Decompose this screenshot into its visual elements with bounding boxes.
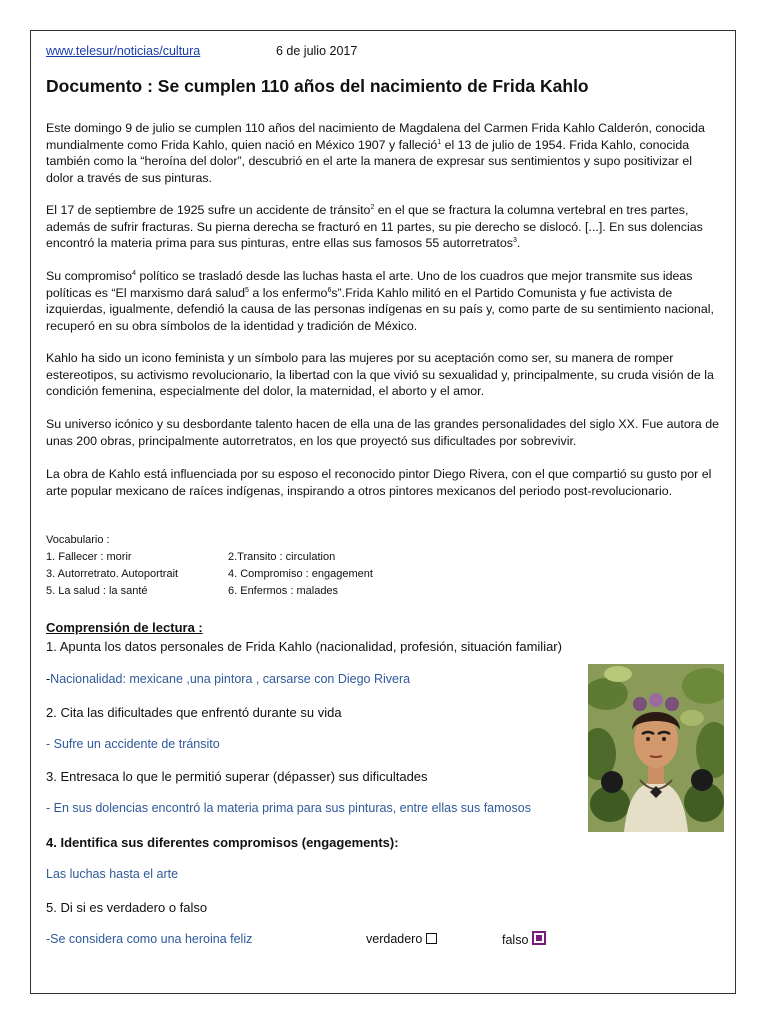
vocab-row: 1. Fallecer : morir 2.Transito : circulation [46, 551, 336, 563]
paragraph-6: La obra de Kahlo está influenciada por su esposo el reconocido pintor Diego Rivera, con el que compartió su gusto por el arte popular mexicano de raíces indígenas, inspirando a otros pintores mexicanos del periodo post-revolucionario. [46, 467, 712, 498]
answer-1[interactable]: -Nacionalidad: mexicane ,una pintora , carsarse con Diego Rivera [46, 672, 411, 686]
question-3: 3. Entresaca lo que le permitió superar (dépasser) sus dificultades [46, 769, 428, 784]
vocabulary-title: Vocabulario : [46, 534, 110, 546]
document-header [46, 44, 358, 58]
paragraph-3: Su compromiso$^4$ político se trasladó desde las luchas hasta el arte. Uno de los cuadros que mejor transmite sus ideas políticas es “El marxismo dará salud$^5$ a los enfermo$^6$s”.Frida Kahlo militó en el Partido Comunista y fue activista de izquierdas, igualmente, defendió la causa de las personas indígenas en su país y, como parte de su sentimiento nacional, recuperó en su obra símbolos de la identidad y tradición de México. [46, 269, 714, 333]
question-5: 5. Di si es verdadero o falso [46, 900, 208, 915]
paragraph-5: Su universo icónico y su desbordante talento hacen de ella una de las grandes personalidades del siglo XX. Fue autora de unas 200 obras, principalmente autorretratos, en los que proyectó sus dificultades por sobrevivir. [46, 417, 719, 448]
checkbox-verdadero[interactable] [426, 933, 437, 944]
question-4: 4. Identifica sus diferentes compromisos (engagements): [46, 835, 399, 850]
frida-kahlo-portrait-image [588, 664, 724, 832]
document-date: 6 de julio 2017 [276, 44, 358, 58]
answer-5: -Se considera como una heroina feliz [46, 932, 253, 946]
vocabulary-list [46, 532, 446, 600]
answer-3[interactable]: - En sus dolencias encontró la materia prima para sus pinturas, entre ellas sus famosos [46, 801, 531, 815]
paragraph-2: El 17 de septiembre de 1925 sufre un accidente de tránsito$^2$ en el que se fractura la columna vertebral en tres partes, además de sufrir fracturas. Su pierna derecha se fracturó en 11 partes, su pie derecho se dislocó. [...]. En sus dolencias encontró la materia prima para sus pinturas, entre ellas sus famosos 55 autorretratos$^3$. [46, 203, 703, 251]
option-verdadero[interactable]: verdadero [366, 932, 437, 946]
vocab-row: 5. La salud : la santé 6. Enfermos : malades [46, 585, 339, 597]
vocab-row: 3. Autorretrato. Autoportrait 4. Compromiso : engagement [46, 568, 373, 580]
option-falso[interactable]: falso [502, 931, 546, 947]
answer-2[interactable]: - Sufre un accidente de tránsito [46, 737, 220, 751]
comprehension-title: Comprensión de lectura : [46, 620, 203, 635]
document-title: Documento : Se cumplen 110 años del nacimiento de Frida Kahlo [46, 76, 589, 96]
question-2: 2. Cita las dificultades que enfrentó durante su vida [46, 705, 342, 720]
paragraph-4: Kahlo ha sido un icono feminista y un símbolo para las mujeres por su aceptación como ser, su manera de romper estereotipos, su activismo revolucionario, la libertad con la que vivió su sexualidad y, principalmente, su cruda visión de la condición femenina, especialmente del dolor, la maternidad, el aborto y el amor. [46, 351, 714, 399]
paragraph-1: Este domingo 9 de julio se cumplen 110 años del nacimiento de Magdalena del Carmen Frida Kahlo Calderón, conocida mundialmente como Frida Kahlo, quien nació en México 1907 y falleció$^1$ el 13 de julio de 1954. Frida Kahlo, conocida también como la “heroína del dolor”, descubrió en el arte la manera de expresar sus sentimientos y supo positivizar el dolor a través de sus pinturas. [46, 121, 705, 185]
checkbox-falso-checked[interactable] [532, 931, 546, 945]
answer-4[interactable]: Las luchas hasta el arte [46, 867, 179, 881]
source-link[interactable]: www.telesur/noticias/cultura [46, 44, 201, 58]
question-1: 1. Apunta los datos personales de Frida Kahlo (nacionalidad, profesión, situación familiar) [46, 639, 562, 654]
